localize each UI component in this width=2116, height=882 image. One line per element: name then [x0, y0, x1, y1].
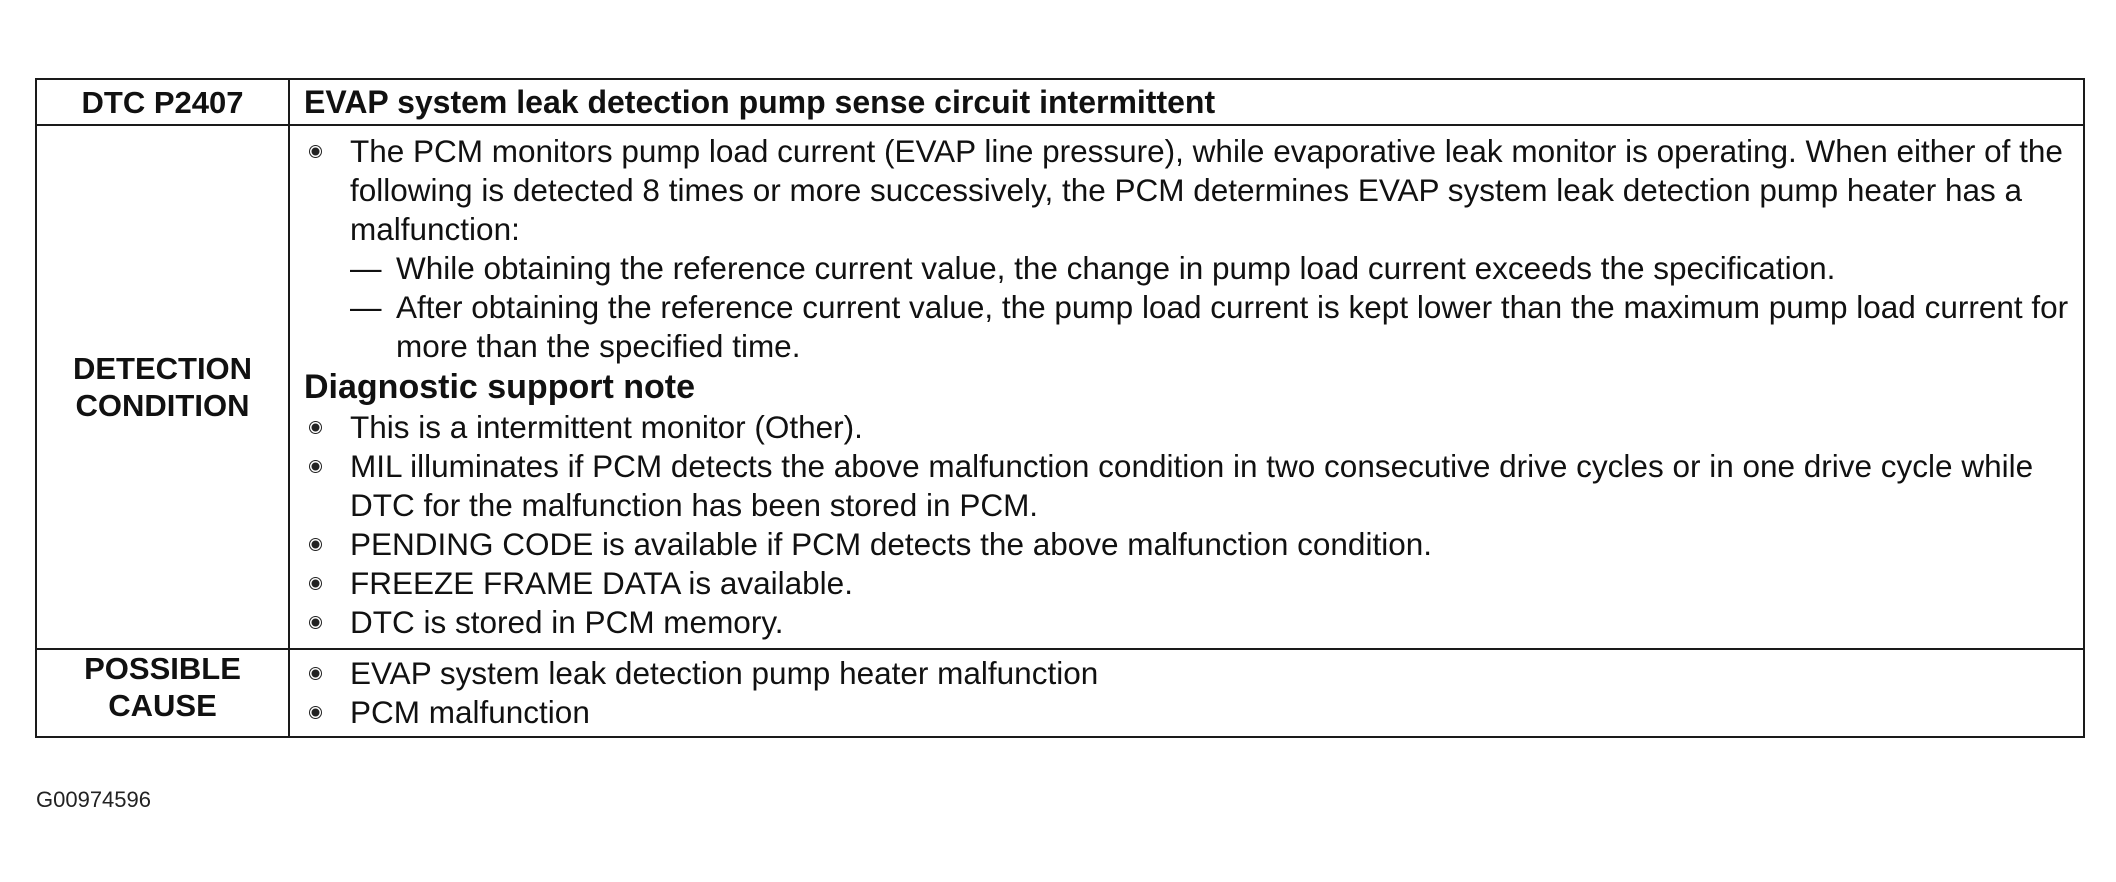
detection-main-bullet — [304, 132, 2075, 366]
possible-cause-label — [36, 649, 289, 737]
support-bullet-list — [304, 408, 2075, 642]
detection-main-text: The PCM monitors pump load current (EVAP line pressure), while evaporative leak monitor is operating. When either of the following is detected 8 times or more successively, the PCM determines EVAP system leak detection pump heater has a malfunction: — [350, 133, 2063, 247]
figure-id: G00974596 — [36, 787, 151, 812]
detection-label-line1: DETECTION — [72, 351, 253, 386]
dash-item — [350, 249, 2075, 288]
detection-condition-label — [36, 125, 289, 649]
support-item: MIL illuminates if PCM detects the above malfunction condition in two consecutive drive cycles or in one drive cycle while DTC for the malfunction has been stored in PCM. — [304, 447, 2075, 525]
detection-condition-content — [289, 125, 2084, 649]
dash-item-text: After obtaining the reference current value, the pump load current is kept lower than the maximum pump load current for more than the specified time. — [396, 289, 2069, 364]
support-item: FREEZE FRAME DATA is available. — [304, 564, 2075, 603]
detection-condition-row — [36, 125, 2084, 649]
dash-item-text: While obtaining the reference current value, the change in pump load current exceeds the specification. — [396, 250, 1836, 286]
detection-dash-list — [350, 249, 2075, 366]
possible-cause-content — [289, 649, 2084, 737]
dash-symbol: — — [350, 250, 382, 286]
support-item: This is a intermittent monitor (Other). — [304, 408, 2075, 447]
cause-bullet-list — [304, 654, 2075, 732]
dtc-header-row — [36, 79, 2084, 125]
dtc-table — [35, 78, 2085, 738]
support-item: DTC is stored in PCM memory. — [304, 603, 2075, 642]
dtc-code-cell: DTC P2407 — [36, 79, 289, 125]
dash-item — [350, 288, 2075, 366]
dash-symbol: — — [350, 289, 382, 325]
cause-label-line1: POSSIBLE — [84, 651, 241, 686]
dtc-title-cell: EVAP system leak detection pump sense circuit intermittent — [289, 79, 2084, 125]
detection-label-line2: CONDITION — [75, 388, 250, 423]
cause-item: EVAP system leak detection pump heater malfunction — [304, 654, 2075, 693]
detection-bullet-list — [304, 132, 2075, 366]
support-item: PENDING CODE is available if PCM detects the above malfunction condition. — [304, 525, 2075, 564]
possible-cause-row — [36, 649, 2084, 737]
cause-item: PCM malfunction — [304, 693, 2075, 732]
diagnostic-support-heading: Diagnostic support note — [304, 368, 695, 406]
cause-label-line2: CAUSE — [108, 688, 217, 723]
